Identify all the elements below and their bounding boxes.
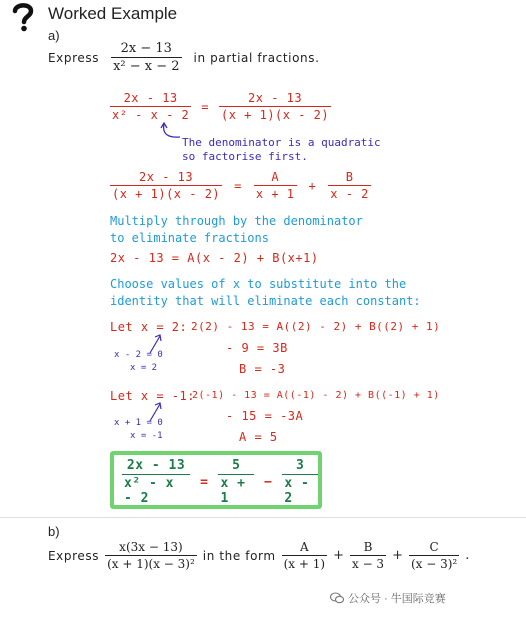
step3-text-1: Multiply through by the denominator <box>110 214 363 228</box>
part-b-end: . <box>465 548 470 563</box>
page-title: Worked Example <box>48 4 178 23</box>
part-b-term-3 <box>409 540 459 571</box>
step1-equation <box>110 91 331 122</box>
sub1-side-1: x - 2 = 0 <box>114 350 163 360</box>
sub2-eq3: A = 5 <box>239 430 278 444</box>
sub1-eq1: 2(2) - 13 = A((2) - 2) + B((2) + 1) <box>191 320 441 333</box>
question-mark-icon <box>12 2 34 32</box>
part-b-mid: in the form <box>202 548 276 563</box>
step2-lhs <box>110 170 222 201</box>
part-b-term-2 <box>350 540 386 571</box>
step2-b-den: x - 2 <box>330 187 369 201</box>
sub2-let: Let x = -1: <box>110 389 195 403</box>
sub2-eq2: - 15 = -3A <box>226 409 304 423</box>
step3-identity: 2x - 13 = A(x - 2) + B(x+1) <box>110 251 319 265</box>
answer-lhs <box>122 458 190 506</box>
answer-b-den: x - 2 <box>282 474 318 506</box>
part-b-prompt-pre: Express <box>48 548 100 563</box>
part-b-plus-1: + <box>333 548 344 563</box>
part-b-term-1 <box>282 540 327 571</box>
step2-a-num: A <box>271 170 280 184</box>
wechat-icon <box>330 592 344 604</box>
step2-lhs-den: (x + 1)(x - 2) <box>112 187 221 201</box>
step1-note-1: The denominator is a quadratic <box>182 136 381 149</box>
answer-term-a <box>218 458 254 506</box>
part-b-main-num: x(3x − 13) <box>119 540 183 554</box>
answer-minus: − <box>264 474 273 490</box>
step2-plus: + <box>308 178 317 193</box>
part-a-fraction <box>111 41 181 74</box>
sub2-side-1: x + 1 = 0 <box>114 418 163 428</box>
watermark-text: 公众号 · 牛国际竞赛 <box>348 593 446 605</box>
watermark <box>330 590 446 606</box>
part-b-t3-den: (x − 3)² <box>410 557 458 571</box>
part-a-question <box>48 41 320 74</box>
answer-box <box>110 451 322 509</box>
part-b-plus-2: + <box>392 548 403 563</box>
step1-rhs <box>219 91 331 122</box>
answer-lhs-den: x² - x - 2 <box>122 474 190 506</box>
answer-equals: = <box>200 474 209 490</box>
step1-rhs-num: 2x - 13 <box>248 91 303 105</box>
step2-a-den: x + 1 <box>255 187 295 201</box>
part-b-t1-den: (x + 1) <box>283 557 326 571</box>
sub1-eq3: B = -3 <box>239 362 286 376</box>
part-b-t3-num: C <box>429 540 439 554</box>
step2-equals: = <box>234 178 242 193</box>
answer-equation <box>122 458 318 506</box>
step1-lhs-num: 2x - 13 <box>123 91 178 105</box>
answer-a-den: x + 1 <box>218 474 254 506</box>
part-a-prompt-post: in partial fractions. <box>193 50 320 65</box>
step1-rhs-den: (x + 1)(x - 2) <box>220 108 330 122</box>
step2-term-b <box>328 170 371 201</box>
part-b-main-fraction <box>105 540 197 571</box>
sub1-eq2: - 9 = 3B <box>226 341 288 355</box>
section-divider <box>0 517 526 518</box>
step2-term-a <box>254 170 297 201</box>
answer-term-b <box>282 458 318 506</box>
step2-b-num: B <box>345 170 354 184</box>
part-b-question <box>48 540 469 571</box>
part-b-t1-num: A <box>300 540 309 554</box>
step4-text-2: identity that will eliminate each constant: <box>110 294 421 308</box>
answer-a-num: 5 <box>232 458 241 473</box>
sub2-eq1: 2(-1) - 13 = A((-1) - 2) + B((-1) + 1) <box>192 390 440 401</box>
step1-lhs <box>110 91 191 122</box>
part-b-main-den: (x + 1)(x − 3)² <box>107 557 195 571</box>
step1-note-2: so factorise first. <box>182 150 308 163</box>
sub1-let: Let x = 2: <box>110 320 188 334</box>
part-b-label: b) <box>48 524 60 539</box>
step3-text-2: to eliminate fractions <box>110 231 269 245</box>
sub1-side-2: x = 2 <box>130 363 158 373</box>
step2-lhs-num: 2x - 13 <box>139 170 194 184</box>
answer-b-num: 3 <box>296 458 305 473</box>
part-a-fraction-den: x² − x − 2 <box>113 59 180 74</box>
part-a-fraction-num: 2x − 13 <box>120 41 172 56</box>
step1-lhs-den: x² - x - 2 <box>112 108 190 122</box>
part-a-prompt-pre: Express <box>48 50 100 65</box>
part-b-t2-den: x − 3 <box>351 557 385 571</box>
step4-text-1: Choose values of x to substitute into the <box>110 277 407 291</box>
part-a-label: a) <box>48 28 60 43</box>
step1-equals: = <box>201 99 209 114</box>
step2-equation <box>110 170 371 201</box>
part-b-t2-num: B <box>363 540 373 554</box>
sub2-side-2: x = -1 <box>130 431 163 441</box>
answer-lhs-num: 2x - 13 <box>126 458 186 473</box>
